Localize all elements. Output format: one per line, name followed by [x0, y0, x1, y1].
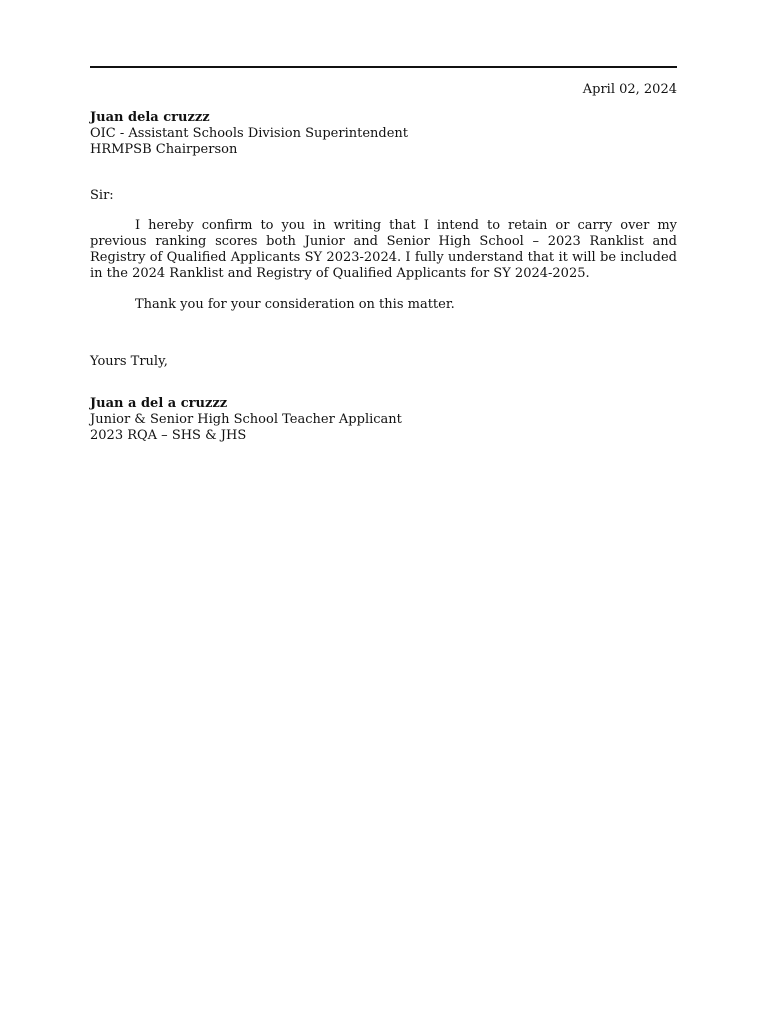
header-divider [90, 66, 677, 68]
recipient-name: Juan dela cruzzz [90, 110, 210, 125]
body-paragraph-confirmation: I hereby confirm to you in writing that I intend to retain or carry over my previous ranking scores both Junior and Senior High School – 2023 Ranklist and Registry of Qualified Applicants SY 2023-2024. I fully understand that it will be included in the 2024 Ranklist and Registry of Qualified Applicants for SY 2024-2025. [90, 218, 677, 281]
letter-page [90, 0, 677, 1024]
letter-date: April 02, 2024 [582, 82, 677, 97]
signature-block [90, 396, 677, 444]
salutation: Sir: [90, 188, 114, 203]
sender-name: Juan a del a cruzzz [90, 396, 228, 411]
body-paragraph-thanks: Thank you for your consideration on this matter. [135, 297, 455, 312]
recipient-title: OIC - Assistant Schools Division Superintendent [90, 126, 409, 141]
recipient-position: HRMPSB Chairperson [90, 142, 238, 157]
sender-title: Junior & Senior High School Teacher Applicant [90, 412, 402, 427]
sender-reference: 2023 RQA – SHS & JHS [90, 428, 247, 443]
closing: Yours Truly, [90, 354, 168, 369]
recipient-block [90, 110, 677, 158]
